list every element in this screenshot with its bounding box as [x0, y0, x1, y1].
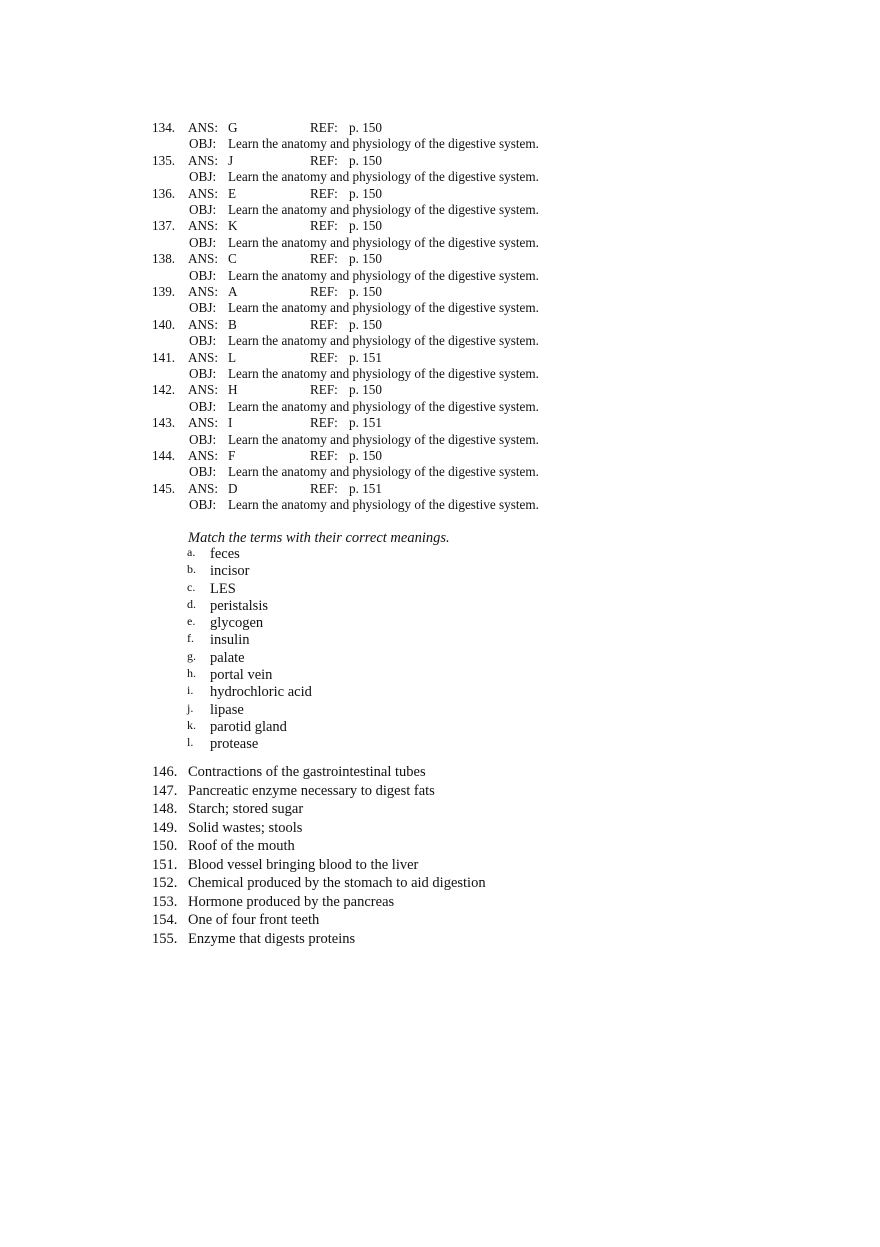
- ans-value: H: [228, 382, 238, 398]
- question-text: Chemical produced by the stomach to aid digestion: [188, 875, 486, 892]
- question-text: Hormone produced by the pancreas: [188, 893, 395, 910]
- question-number: 155.: [152, 930, 178, 947]
- option-letter: f.: [187, 631, 194, 646]
- option-term: glycogen: [210, 615, 264, 632]
- objective-row: [152, 169, 672, 185]
- option-letter: d.: [187, 596, 196, 611]
- option-letter: l.: [187, 735, 194, 750]
- question-number: 143.: [152, 415, 176, 431]
- ans-label: ANS:: [188, 480, 219, 496]
- question-number: 151.: [152, 856, 178, 873]
- answer-row: [152, 350, 672, 366]
- ans-value: L: [228, 349, 237, 365]
- objective-row: [152, 399, 672, 415]
- ans-label: ANS:: [188, 120, 219, 135]
- ref-value: p. 151: [349, 480, 382, 496]
- option-term: protease: [210, 736, 259, 753]
- ans-value: J: [228, 152, 234, 168]
- answer-row: [152, 284, 672, 300]
- question-number: 147.: [152, 782, 178, 799]
- objective-row: [152, 333, 672, 349]
- ans-value: G: [228, 120, 238, 135]
- answer-row: [152, 317, 672, 333]
- ans-value: F: [228, 447, 236, 463]
- answer-item: [152, 251, 672, 284]
- question-number: 136.: [152, 185, 176, 201]
- option-term: insulin: [210, 632, 250, 649]
- question-number: 134.: [152, 120, 176, 135]
- obj-text: Learn the anatomy and physiology of the digestive system.: [228, 169, 539, 185]
- option-term: portal vein: [210, 667, 273, 684]
- question-number: 140.: [152, 316, 176, 332]
- ref-label: REF:: [310, 120, 338, 135]
- objective-row: [152, 432, 672, 448]
- objective-row: [152, 235, 672, 251]
- question-number: 141.: [152, 349, 176, 365]
- question-text: Roof of the mouth: [188, 838, 295, 855]
- answer-row: [152, 186, 672, 202]
- answer-item: [152, 186, 672, 219]
- question-number: 145.: [152, 480, 176, 496]
- question-text: Pancreatic enzyme necessary to digest fats: [188, 782, 435, 799]
- ans-value: C: [228, 251, 237, 267]
- objective-row: [152, 366, 672, 382]
- ref-label: REF:: [310, 382, 338, 398]
- answer-item: [152, 284, 672, 317]
- ans-value: I: [228, 415, 233, 431]
- question-number: 150.: [152, 838, 178, 855]
- question-number: 152.: [152, 875, 178, 892]
- objective-row: [152, 202, 672, 218]
- obj-label: OBJ:: [189, 431, 217, 447]
- obj-text: Learn the anatomy and physiology of the digestive system.: [228, 136, 539, 152]
- ref-value: p. 150: [349, 185, 382, 201]
- option-term: feces: [210, 546, 240, 562]
- answer-row: [152, 153, 672, 169]
- ans-value: B: [228, 316, 237, 332]
- ref-value: p. 150: [349, 447, 382, 463]
- obj-text: Learn the anatomy and physiology of the digestive system.: [228, 234, 539, 250]
- ref-label: REF:: [310, 415, 338, 431]
- question-number: 153.: [152, 893, 178, 910]
- obj-label: OBJ:: [189, 234, 217, 250]
- option-letter: k.: [187, 717, 196, 732]
- ref-label: REF:: [310, 480, 338, 496]
- obj-text: Learn the anatomy and physiology of the digestive system.: [228, 365, 539, 381]
- option-term: incisor: [210, 563, 250, 580]
- question-text: Solid wastes; stools: [188, 819, 303, 836]
- objective-row: [152, 300, 672, 316]
- objective-row: [152, 136, 672, 152]
- obj-label: OBJ:: [189, 365, 217, 381]
- ref-value: p. 150: [349, 120, 382, 135]
- obj-label: OBJ:: [189, 464, 217, 480]
- ans-label: ANS:: [188, 349, 219, 365]
- ref-label: REF:: [310, 316, 338, 332]
- answer-row: [152, 448, 672, 464]
- option-term: peristalsis: [210, 597, 268, 614]
- obj-text: Learn the anatomy and physiology of the digestive system.: [228, 464, 539, 480]
- ref-label: REF:: [310, 218, 338, 234]
- answer-item: [152, 481, 672, 514]
- question-text: Starch; stored sugar: [188, 801, 304, 818]
- ans-label: ANS:: [188, 185, 219, 201]
- answer-item: [152, 415, 672, 448]
- option-term: lipase: [210, 701, 244, 718]
- ans-label: ANS:: [188, 251, 219, 267]
- obj-label: OBJ:: [189, 169, 217, 185]
- obj-label: OBJ:: [189, 333, 217, 349]
- ref-label: REF:: [310, 185, 338, 201]
- option-letter: h.: [187, 666, 196, 681]
- answer-item: [152, 317, 672, 350]
- question-number: 139.: [152, 283, 176, 299]
- ref-value: p. 150: [349, 316, 382, 332]
- ref-label: REF:: [310, 447, 338, 463]
- option-letter: c.: [187, 579, 196, 594]
- question-number: 144.: [152, 447, 176, 463]
- question-number: 138.: [152, 251, 176, 267]
- objective-row: [152, 497, 672, 513]
- answer-item: [152, 120, 672, 153]
- ans-value: D: [228, 480, 238, 496]
- obj-text: Learn the anatomy and physiology of the digestive system.: [228, 267, 539, 283]
- obj-text: Learn the anatomy and physiology of the digestive system.: [228, 398, 539, 414]
- obj-label: OBJ:: [189, 398, 217, 414]
- question-text: One of four front teeth: [188, 912, 320, 929]
- obj-label: OBJ:: [189, 497, 217, 513]
- question-number: 154.: [152, 912, 178, 929]
- obj-label: OBJ:: [189, 267, 217, 283]
- answer-row: [152, 481, 672, 497]
- option-letter: i.: [187, 683, 194, 698]
- answer-row: [152, 382, 672, 398]
- ref-value: p. 150: [349, 251, 382, 267]
- obj-label: OBJ:: [189, 300, 217, 316]
- ans-label: ANS:: [188, 382, 219, 398]
- answer-item: [152, 382, 672, 415]
- ref-value: p. 150: [349, 218, 382, 234]
- obj-label: OBJ:: [189, 136, 217, 152]
- question-text: Blood vessel bringing blood to the liver: [188, 856, 419, 873]
- obj-text: Learn the anatomy and physiology of the digestive system.: [228, 201, 539, 217]
- objective-row: [152, 464, 672, 480]
- question-number: 142.: [152, 382, 176, 398]
- option-letter: b.: [187, 562, 196, 577]
- ref-label: REF:: [310, 251, 338, 267]
- question-number: 146.: [152, 764, 178, 780]
- question-text: Contractions of the gastrointestinal tubes: [188, 764, 426, 780]
- ans-label: ANS:: [188, 316, 219, 332]
- ref-label: REF:: [310, 283, 338, 299]
- answer-row: [152, 218, 672, 234]
- ans-value: K: [228, 218, 238, 234]
- ans-value: A: [228, 283, 238, 299]
- answer-item: [152, 218, 672, 251]
- question-number: 135.: [152, 152, 176, 168]
- option-term: parotid gland: [210, 718, 287, 735]
- option-term: palate: [210, 649, 245, 666]
- answer-item: [152, 153, 672, 186]
- option-term: hydrochloric acid: [210, 684, 312, 701]
- question-number: 148.: [152, 801, 178, 818]
- option-letter: j.: [187, 700, 194, 715]
- option-letter: a.: [187, 545, 196, 559]
- answer-key: [152, 120, 672, 514]
- ans-label: ANS:: [188, 218, 219, 234]
- question-number: 137.: [152, 218, 176, 234]
- ans-label: ANS:: [188, 447, 219, 463]
- answer-row: [152, 251, 672, 267]
- ans-label: ANS:: [188, 283, 219, 299]
- ref-label: REF:: [310, 152, 338, 168]
- ref-label: REF:: [310, 349, 338, 365]
- obj-text: Learn the anatomy and physiology of the digestive system.: [228, 497, 539, 513]
- ans-value: E: [228, 185, 237, 201]
- question-number: 149.: [152, 819, 178, 836]
- ans-label: ANS:: [188, 415, 219, 431]
- obj-label: OBJ:: [189, 201, 217, 217]
- ref-value: p. 151: [349, 415, 382, 431]
- ref-value: p. 150: [349, 152, 382, 168]
- ref-value: p. 151: [349, 349, 382, 365]
- answer-item: [152, 350, 672, 383]
- option-letter: g.: [187, 648, 196, 663]
- obj-text: Learn the anatomy and physiology of the digestive system.: [228, 333, 539, 349]
- answer-row: [152, 120, 672, 136]
- obj-text: Learn the anatomy and physiology of the digestive system.: [228, 300, 539, 316]
- obj-text: Learn the anatomy and physiology of the digestive system.: [228, 431, 539, 447]
- answer-row: [152, 415, 672, 431]
- objective-row: [152, 268, 672, 284]
- answer-item: [152, 448, 672, 481]
- ref-value: p. 150: [349, 283, 382, 299]
- ans-label: ANS:: [188, 152, 219, 168]
- option-letter: e.: [187, 614, 196, 629]
- ref-value: p. 150: [349, 382, 382, 398]
- question-text: Enzyme that digests proteins: [188, 930, 356, 947]
- matching-instruction: Match the terms with their correct meanings.: [188, 530, 450, 546]
- option-term: LES: [210, 580, 236, 597]
